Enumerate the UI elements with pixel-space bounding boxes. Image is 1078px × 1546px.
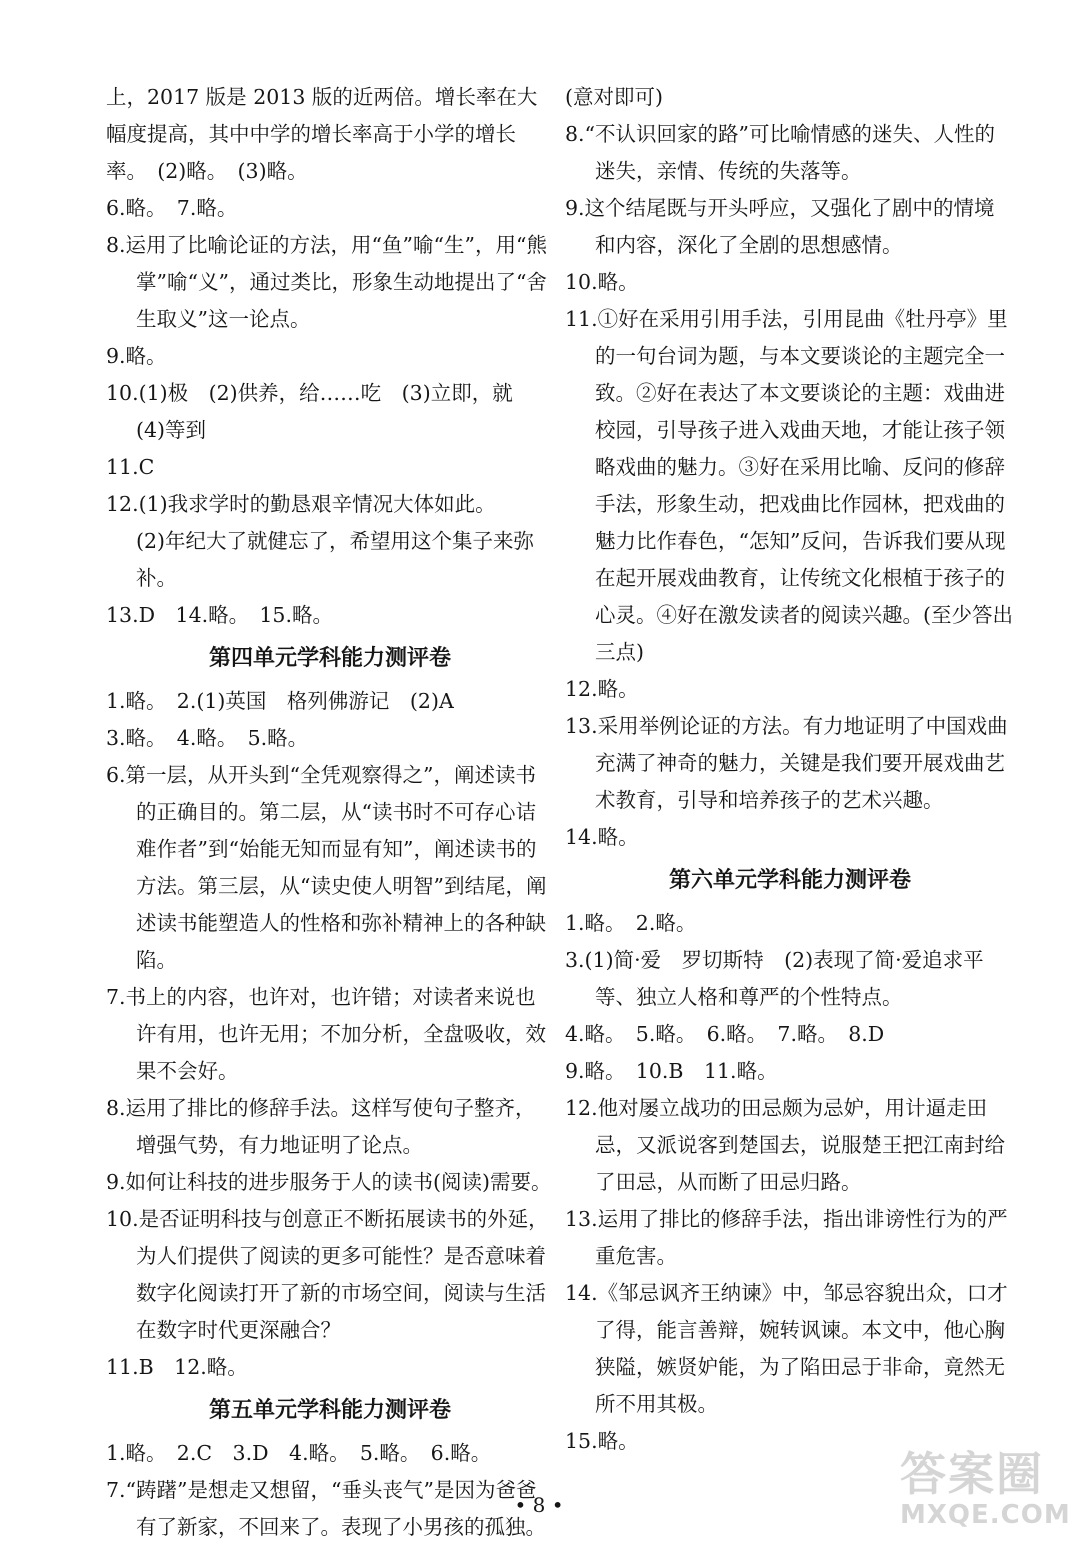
watermark-logo	[900, 1448, 1070, 1534]
watermark-text-bottom: MXQE.COM	[900, 1500, 1071, 1530]
answer-item: 1.略。 2.略。	[565, 911, 697, 935]
answer-item: 9.略。 10.B 11.略。	[565, 1059, 778, 1083]
watermark-text-top: 答案圈	[900, 1447, 1044, 1501]
answer-item: 14.略。	[565, 825, 639, 849]
answer-item: 6.略。 7.略。	[106, 196, 238, 220]
answer-item: 12.他对屡立战功的田忌颇为忌妒，用计逼走田忌，又派说客到楚国去，说服楚王把江南封给了田忌，从而断了田忌归路。	[565, 1096, 1005, 1194]
answer-item: 10.是否证明科技与创意正不断拓展读书的外延，为人们提供了阅读的更多可能性？是否意味着数字化阅读打开了新的市场空间，阅读与生活在数字时代更深融合？	[106, 1207, 549, 1342]
answer-item: 11.C	[106, 455, 155, 479]
answer-item: 13.采用举例论证的方法。有力地证明了中国戏曲充满了神奇的魅力，关键是我们要开展戏曲艺术教育，引导和培养孩子的艺术兴趣。	[565, 714, 1008, 812]
answer-subitem: (4)等到	[136, 418, 207, 442]
answer-item: 10.(1)极 (2)供养，给……吃 (3)立即，就	[106, 381, 513, 405]
answer-item: 1.略。 2.C 3.D 4.略。 5.略。 6.略。	[106, 1441, 492, 1465]
answer-item: 3.略。 4.略。 5.略。	[106, 726, 309, 750]
answer-item: 9.略。	[106, 344, 167, 368]
answer-item: 13.D 14.略。 15.略。	[106, 603, 333, 627]
answer-item: 6.第一层，从开头到“全凭观察得之”，阐述读书的正确目的。第二层，从“读书时不可存心诘难作者”到“始能无知而显有知”，阐述读书的方法。第三层，从“读史使人明智”到结尾，阐述读书能塑造人的性格和弥补精神上的各种缺陷。	[106, 763, 547, 972]
answer-item: 12.略。	[565, 677, 639, 701]
answer-item: 7.书上的内容，也许对，也许错；对读者来说也许有用，也许无用；不加分析，全盘吸收，效果不会好。	[106, 985, 546, 1083]
answer-item: 7.“踌躇”是想走又想留，“垂头丧气”是因为爸爸有了新家，不回来了。表现了小男孩的孤独。	[106, 1478, 546, 1539]
answer-item: 15.略。	[565, 1429, 639, 1453]
answer-item: 12.(1)我求学时的勤恳艰辛情况大体如此。	[106, 492, 496, 516]
answer-item: 9.如何让科技的进步服务于人的读书(阅读)需要。	[106, 1170, 552, 1194]
answer-continuation: 上，2017 版是 2013 版的近两倍。增长率在大	[106, 85, 538, 109]
answer-item: 8.运用了比喻论证的方法，用“鱼”喻“生”，用“熊掌”喻“义”，通过类比，形象生动地提出了“舍生取义”这一论点。	[106, 233, 547, 331]
left-column	[106, 79, 554, 1546]
answer-continuation: (意对即可)	[565, 85, 663, 109]
section-heading: 第六单元学科能力测评卷	[668, 868, 911, 893]
answer-item: 11.B 12.略。	[106, 1355, 248, 1379]
answer-item: 9.这个结尾既与开头呼应，又强化了剧中的情境和内容，深化了全剧的思想感情。	[565, 196, 995, 257]
page-number: • 8 •	[514, 1493, 564, 1517]
answer-item: 11.①好在采用引用手法，引用昆曲《牡丹亭》里的一句台词为题，与本文要谈论的主题完全一致。②好在表达了本文要谈论的主题：戏曲进校园，引导孩子进入戏曲天地，才能让孩子领略戏曲的魅力。③好在采用比喻、反问的修辞手法，形象生动，把戏曲比作园林，把戏曲的魅力比作春色，“怎知”反问，告诉我们要从现在起开展戏曲教育，让传统文化根植于孩子的心灵。④好在激发读者的阅读兴趣。(至少答出三点)	[565, 307, 1013, 664]
answer-continuation: 率。 (2)略。 (3)略。	[106, 159, 308, 183]
answer-item: 13.运用了排比的修辞手法，指出诽谤性行为的严重危害。	[565, 1207, 1008, 1268]
right-column	[565, 79, 1015, 1460]
answer-item: 10.略。	[565, 270, 639, 294]
answer-item: 3.(1)简·爱 罗切斯特 (2)表现了简·爱追求平等、独立人格和尊严的个性特点。	[565, 948, 984, 1009]
answer-continuation: 幅度提高，其中中学的增长率高于小学的增长	[106, 122, 516, 146]
answer-item: 8.运用了排比的修辞手法。这样写使句子整齐，增强气势，有力地证明了论点。	[106, 1096, 536, 1157]
section-heading: 第四单元学科能力测评卷	[208, 646, 451, 671]
answer-item: 14.《邹忌讽齐王纳谏》中，邹忌容貌出众，口才了得，能言善辩，婉转讽谏。本文中，他心胸狭隘，嫉贤妒能，为了陷田忌于非命，竟然无所不用其极。	[565, 1281, 1008, 1416]
answer-subitem: (2)年纪大了就健忘了，希望用这个集子来弥补。	[136, 529, 535, 590]
answer-item: 4.略。 5.略。 6.略。 7.略。 8.D	[565, 1022, 885, 1046]
answer-item: 8.“不认识回家的路”可比喻情感的迷失、人性的迷失，亲情、传统的失落等。	[565, 122, 996, 183]
section-heading: 第五单元学科能力测评卷	[208, 1398, 451, 1423]
answer-item: 1.略。 2.(1)英国 格列佛游记 (2)A	[106, 689, 454, 713]
